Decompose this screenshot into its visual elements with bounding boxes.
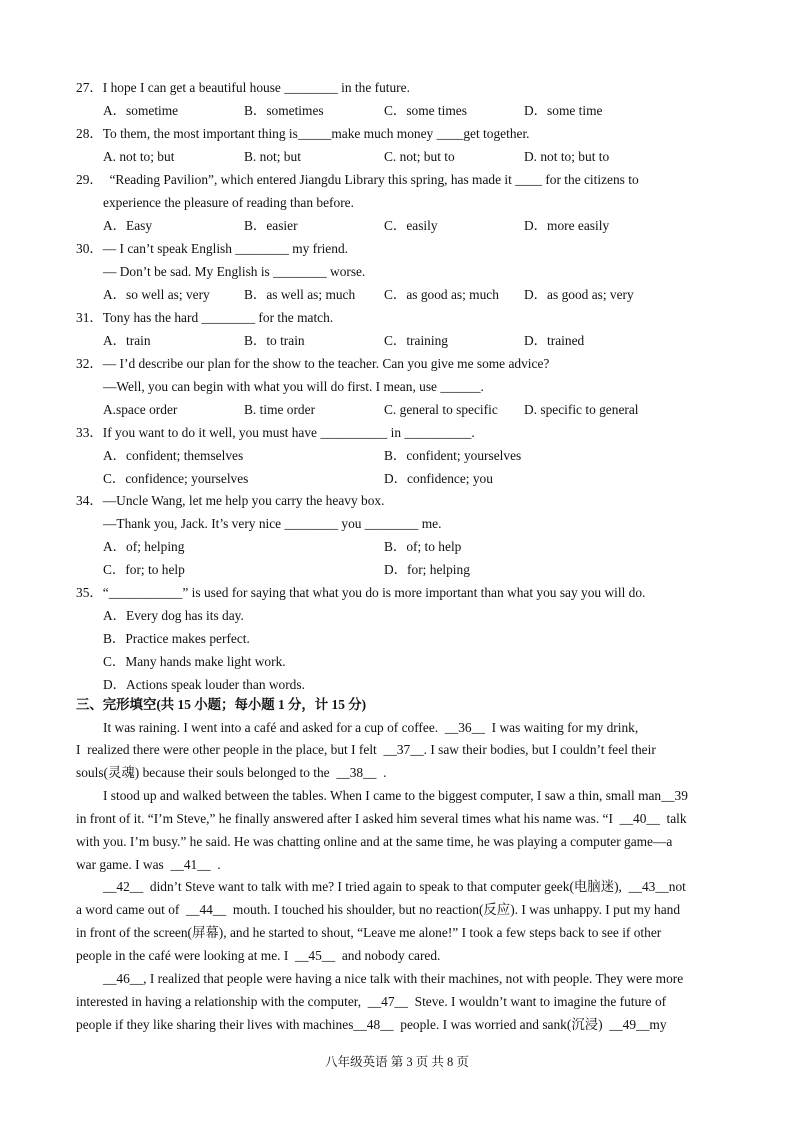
option-a: A.space order <box>103 402 178 417</box>
option-b: B．sometimes <box>244 103 324 118</box>
passage-line: __46__, I realized that people were having a nice talk with their machines, not with people. They were more <box>103 971 684 986</box>
option-a: A．confident; themselves <box>103 448 244 463</box>
option-d: D．trained <box>524 333 585 348</box>
question-33-stem: 33．If you want to do it well, you must have __________ in __________. <box>76 425 475 440</box>
page-footer: 八年级英语 第 3 页 共 8 页 <box>325 1055 469 1069</box>
passage-line: I stood up and walked between the tables. When I came to the biggest computer, I saw a thin, small man__39 <box>103 788 688 803</box>
option-d: D．confidence; you <box>384 471 493 486</box>
option-b: B. time order <box>244 402 316 417</box>
question-34-stem: 34．—Uncle Wang, let me help you carry the heavy box. <box>76 493 385 508</box>
passage-line: in front of it. “I’m Steve,” he finally answered after I asked him several times what his name was. “I __40__ talk <box>76 811 687 826</box>
section-title: 三、完形填空(共 15 小题；每小题 1 分，计 15 分) <box>76 697 367 712</box>
option-c: C. not; but to <box>384 149 455 164</box>
question-28-options <box>103 150 753 164</box>
option-d: D．some time <box>524 103 603 118</box>
option-a: A．so well as; very <box>103 287 210 302</box>
passage-line: souls(灵魂) because their souls belonged to the __38__ . <box>76 765 387 780</box>
question-29-options <box>103 219 753 233</box>
option-d: D．more easily <box>524 218 610 233</box>
option-d: D. not to; but to <box>524 149 610 164</box>
option-c: C．easily <box>384 218 438 233</box>
option-b: B．easier <box>244 218 298 233</box>
option-a: A．Every dog has its day. <box>103 608 244 623</box>
question-28-stem: 28．To them, the most important thing is_____make much money ____get together. <box>76 126 530 141</box>
question-35-stem: 35．“___________” is used for saying that what you do is more important than what you say you will do. <box>76 585 646 600</box>
passage-line: interested in having a relationship with the computer, __47__ Steve. I wouldn’t want to imagine the future of <box>76 994 667 1009</box>
option-d: D．Actions speak louder than words. <box>103 677 305 692</box>
question-32-stem: 32．— I’d describe our plan for the show to the teacher. Can you give me some advice? <box>76 356 550 371</box>
question-32-options <box>103 403 753 417</box>
passage-line: I realized there were other people in the place, but I felt __37__. I saw their bodies, but I couldn’t feel their <box>76 742 656 757</box>
passage-line: in front of the screen(屏幕), and he started to shout, “Leave me alone!” I took a few steps back to see if other <box>76 925 662 940</box>
option-d: D. specific to general <box>524 402 639 417</box>
question-30-options <box>103 288 753 302</box>
option-a: A．train <box>103 333 151 348</box>
option-a: A. not to; but <box>103 149 175 164</box>
option-b: B．of; to help <box>384 539 462 554</box>
passage-line: war game. I was __41__ . <box>76 857 221 872</box>
passage-line: people if they like sharing their lives with machines__48__ people. I was worried and sank(沉浸) __49__my <box>76 1017 667 1032</box>
option-d: D．as good as; very <box>524 287 634 302</box>
option-b: B．Practice makes perfect. <box>103 631 250 646</box>
option-c: C．confidence; yourselves <box>103 471 249 486</box>
question-32-stem-cont: —Well, you can begin with what you will do first. I mean, use ______. <box>103 379 484 394</box>
option-a: A．sometime <box>103 103 179 118</box>
question-29-stem: 29． “Reading Pavilion”, which entered Jiangdu Library this spring, has made it ____ for the citizens to <box>76 172 639 187</box>
question-33-options-cd <box>103 472 753 486</box>
option-b: B．confident; yourselves <box>384 448 522 463</box>
passage-line: a word came out of __44__ mouth. I touched his shoulder, but no reaction(反应). I was unhappy. I put my hand <box>76 902 681 917</box>
passage-line: with you. I’m busy.” he said. He was chatting online and at the same time, he was playing a computer game—a <box>76 834 673 849</box>
option-b: B．as well as; much <box>244 287 356 302</box>
option-b: B. not; but <box>244 149 301 164</box>
question-31-stem: 31．Tony has the hard ________ for the match. <box>76 310 334 325</box>
option-d: D．for; helping <box>384 562 470 577</box>
option-a: A．of; helping <box>103 539 185 554</box>
question-27-stem: 27．I hope I can get a beautiful house ________ in the future. <box>76 80 410 95</box>
option-c: C．training <box>384 333 448 348</box>
passage-line: It was raining. I went into a café and asked for a cup of coffee. __36__ I was waiting for my drink, <box>103 720 639 735</box>
option-a: A．Easy <box>103 218 153 233</box>
passage-line: people in the café were looking at me. I __45__ and nobody cared. <box>76 948 441 963</box>
option-c: C．some times <box>384 103 467 118</box>
passage-line: __42__ didn’t Steve want to talk with me? I tried again to speak to that computer geek(电脑迷), __43__not <box>103 879 686 894</box>
option-b: B．to train <box>244 333 305 348</box>
question-30-stem-cont: — Don’t be sad. My English is ________ worse. <box>103 264 366 279</box>
option-c: C. general to specific <box>384 402 498 417</box>
question-34-stem-cont: —Thank you, Jack. It’s very nice ________ you ________ me. <box>103 516 442 531</box>
question-33-options-ab <box>103 449 753 463</box>
option-c: C．as good as; much <box>384 287 499 302</box>
option-c: C．for; to help <box>103 562 185 577</box>
question-34-options-ab <box>103 540 753 554</box>
question-34-options-cd <box>103 563 753 577</box>
question-27-options <box>103 104 753 118</box>
question-30-stem: 30．— I can’t speak English ________ my friend. <box>76 241 348 256</box>
question-31-options <box>103 334 753 348</box>
question-29-stem-cont: experience the pleasure of reading than before. <box>103 195 354 210</box>
option-c: C．Many hands make light work. <box>103 654 286 669</box>
